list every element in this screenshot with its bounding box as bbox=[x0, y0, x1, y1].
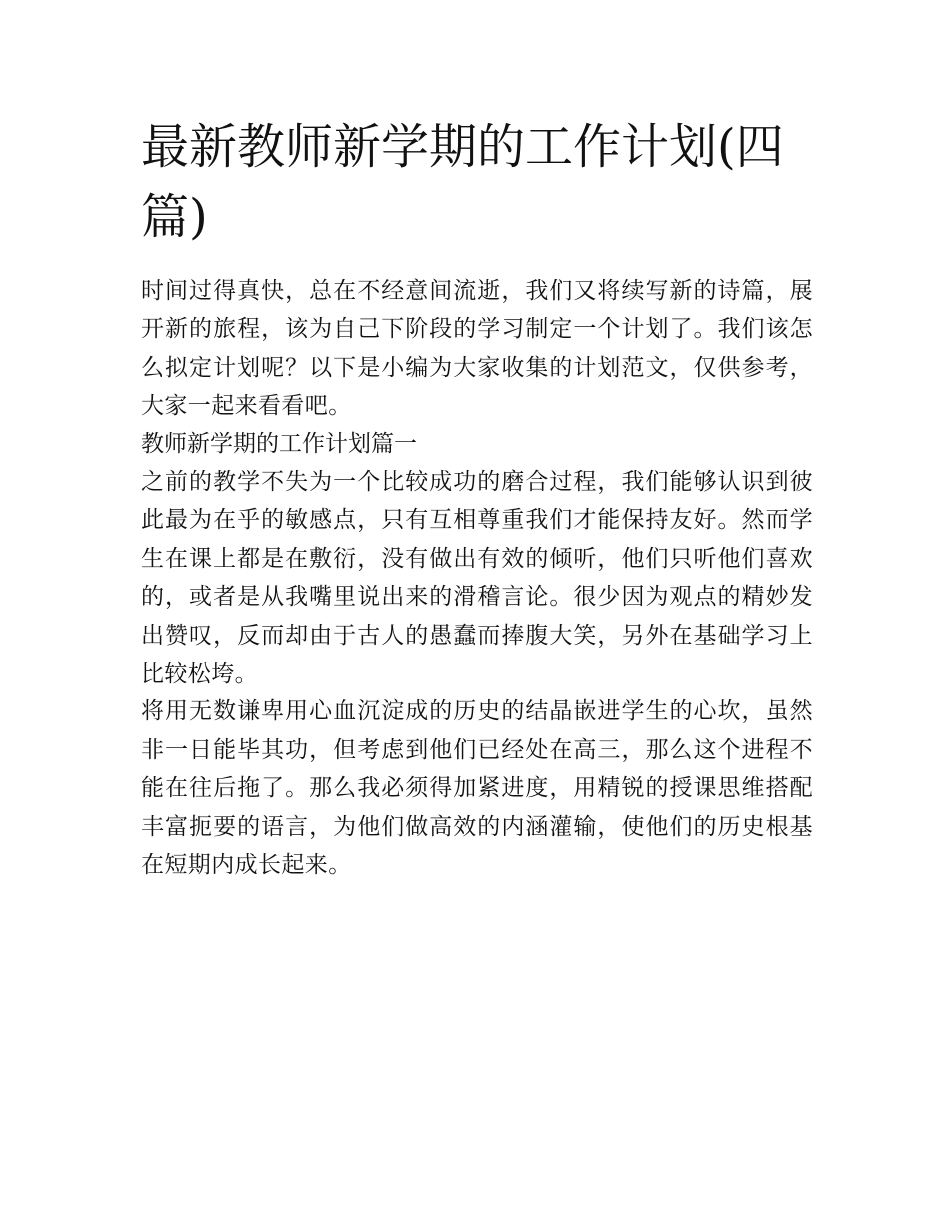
body-paragraph-1: 之前的教学不失为一个比较成功的磨合过程，我们能够认识到彼此最为在乎的敏感点，只有互相尊重我们才能保持友好。然而学生在课上都是在敷衍，没有做出有效的倾听，他们只听他们喜欢的，或者是从我嘴里说出来的滑稽言论。很少因为观点的精妙发出赞叹，反而却由于古人的愚蠢而捧腹大笑，另外在基础学习上比较松垮。 bbox=[141, 469, 813, 688]
intro-paragraph: 时间过得真快，总在不经意间流逝，我们又将续写新的诗篇，展开新的旅程，该为自己下阶段的学习制定一个计划了。我们该怎么拟定计划呢？以下是小编为大家收集的计划范文，仅供参考，大家一起来看看吧。 bbox=[141, 278, 813, 420]
section-heading: 教师新学期的工作计划篇一 bbox=[141, 430, 417, 457]
document-title: 最新教师新学期的工作计划(四篇) bbox=[141, 119, 784, 245]
document-page bbox=[141, 112, 813, 884]
body-paragraph-2: 将用无数谦卑用心血沉淀成的历史的结晶嵌进学生的心坎，虽然非一日能毕其功，但考虑到他们已经处在高三，那么这个进程不能在往后拖了。那么我必须得加紧进度，用精锐的授课思维搭配丰富扼要的语言，为他们做高效的内涵灌输，使他们的历史根基在短期内成长起来。 bbox=[141, 698, 813, 879]
